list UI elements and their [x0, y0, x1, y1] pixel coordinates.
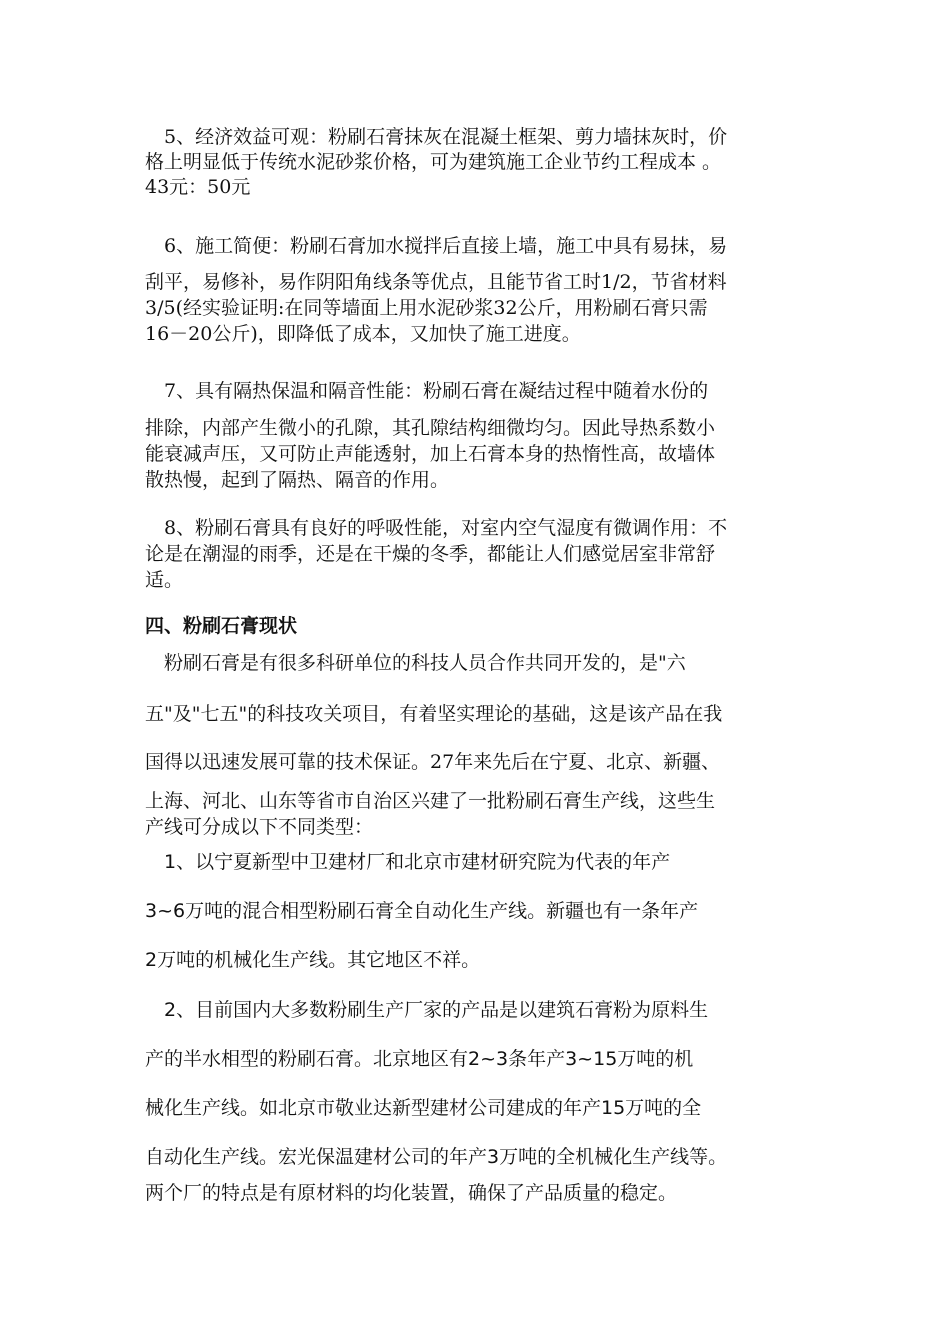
paragraph-item7-line: 排除，内部产生微小的孔隙，其孔隙结构细微均匀。因此导热系数小	[145, 417, 716, 439]
paragraph-type2-line: 两个厂的特点是有原材料的均化装置，确保了产品质量的稳定。	[145, 1182, 678, 1204]
paragraph-item5-line: 格上明显低于传统水泥砂浆价格，可为建筑施工企业节约工程成本 。	[145, 151, 722, 173]
paragraph-item6-line: 刮平，易修补，易作阴阳角线条等优点，且能节省工时1/2，节省材料	[145, 271, 727, 293]
paragraph-item8-line: 论是在潮湿的雨季，还是在干燥的冬季，都能让人们感觉居室非常舒	[145, 543, 716, 565]
paragraph-intro-line: 粉刷石膏是有很多科研单位的科技人员合作共同开发的，是"六	[145, 652, 686, 674]
paragraph-item8-line: 适。	[145, 569, 184, 591]
paragraph-item7-line: 7、具有隔热保温和隔音性能：粉刷石膏在凝结过程中随着水份的	[145, 380, 709, 402]
paragraph-type2-line: 械化生产线。如北京市敬业达新型建材公司建成的年产15万吨的全	[145, 1097, 702, 1119]
paragraph-type2-line: 自动化生产线。宏光保温建材公司的年产3万吨的全机械化生产线等。	[145, 1146, 728, 1168]
paragraph-item6-line: 6、施工简便：粉刷石膏加水搅拌后直接上墙，施工中具有易抹，易	[145, 235, 728, 257]
paragraph-item6-line: 3/5(经实验证明:在同等墙面上用水泥砂浆32公斤，用粉刷石膏只需	[145, 297, 708, 319]
paragraph-item5-line: 5、经济效益可观：粉刷石膏抹灰在混凝土框架、剪力墙抹灰时，价	[145, 126, 728, 148]
paragraph-type1-line: 2万吨的机械化生产线。其它地区不祥。	[145, 949, 481, 971]
paragraph-intro-line: 上海、河北、山东等省市自治区兴建了一批粉刷石膏生产线，这些生	[145, 790, 716, 812]
paragraph-type2-line: 2、目前国内大多数粉刷生产厂家的产品是以建筑石膏粉为原料生	[145, 999, 709, 1021]
paragraph-type2-line: 产的半水相型的粉刷石膏。北京地区有2~3条年产3~15万吨的机	[145, 1048, 694, 1070]
paragraph-item5-line: 43元：50元	[145, 176, 251, 198]
paragraph-type1-line: 1、以宁夏新型中卫建材厂和北京市建材研究院为代表的年产	[145, 851, 671, 873]
paragraph-intro-line: 国得以迅速发展可靠的技术保证。27年来先后在宁夏、北京、新疆、	[145, 751, 721, 773]
paragraph-type1-line: 3~6万吨的混合相型粉刷石膏全自动化生产线。新疆也有一条年产	[145, 900, 699, 922]
paragraph-item7-line: 散热慢，起到了隔热、隔音的作用。	[145, 469, 450, 491]
paragraph-intro-line: 产线可分成以下不同类型：	[145, 816, 374, 838]
paragraph-item6-line: 16－20公斤)，即降低了成本，又加快了施工进度。	[145, 323, 581, 345]
paragraph-item8-line: 8、粉刷石膏具有良好的呼吸性能，对室内空气湿度有微调作用：不	[145, 517, 728, 539]
paragraph-intro-line: 五"及"七五"的科技攻关项目，有着坚实理论的基础，这是该产品在我	[145, 703, 723, 725]
section-heading: 四、粉刷石膏现状	[145, 615, 298, 637]
paragraph-item7-line: 能衰减声压，又可防止声能透射，加上石膏本身的热惰性高，故墙体	[145, 443, 716, 465]
